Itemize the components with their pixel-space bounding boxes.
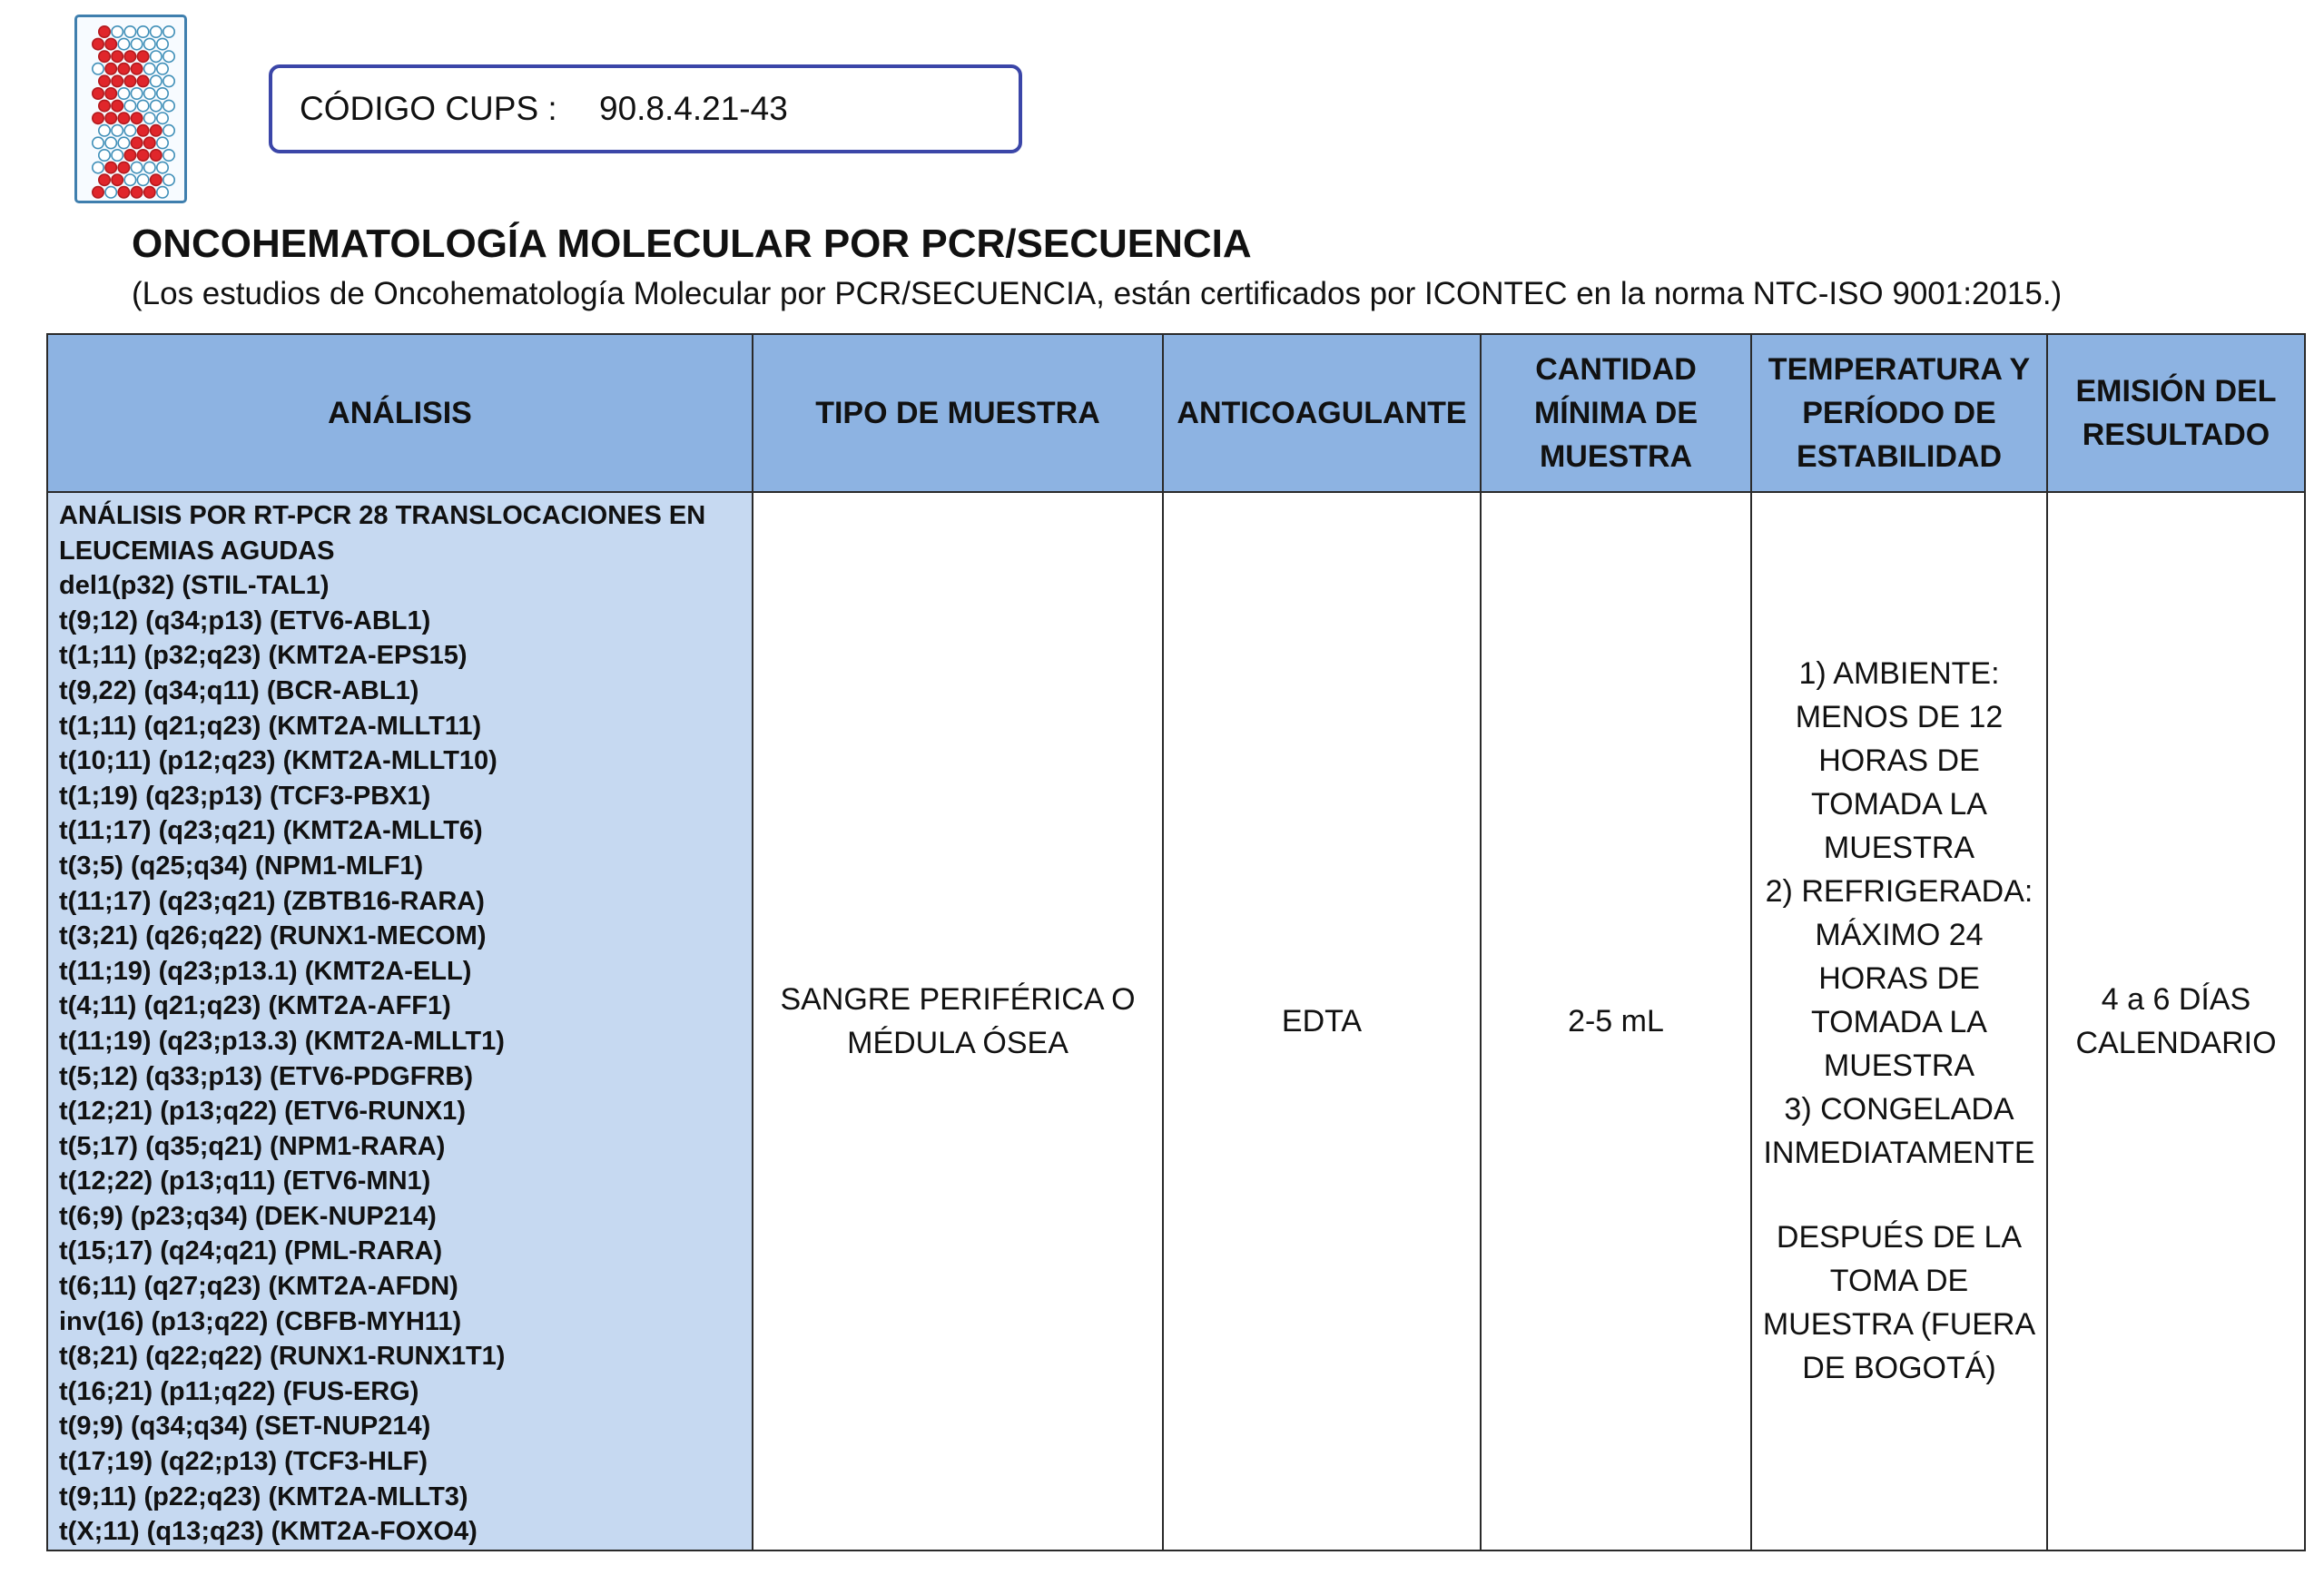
bead-empty [124,174,135,185]
anticoagulante-cell: EDTA [1163,492,1481,1550]
temperatura-cell [1751,492,2047,1550]
temperatura-line: MUESTRA [1823,1048,1975,1084]
translocation-list [59,568,741,1550]
translocation-item: t(9;12) (q34;p13) (ETV6-ABL1) [59,605,431,635]
bead-red [137,51,148,62]
translocation-item: t(1;11) (q21;q23) (KMT2A-MLLT11) [59,711,482,741]
genetics-bead-grid-icon [77,17,184,201]
translocation-item: t(3;21) (q26;q22) (RUNX1-MECOM) [59,921,487,951]
bead-empty [157,137,168,148]
bead-empty [124,26,135,37]
header-anticoagulante: ANTICOAGULANTE [1163,334,1481,492]
emision-line: CALENDARIO [2075,1025,2277,1060]
page-subtitle: (Los estudios de Oncohematología Molecular por PCR/SECUENCIA, están certificados por ICONTEC en la norma NTC-ISO 9001:2015.) [132,276,2063,311]
bead-empty [118,137,129,148]
bead-red [124,75,135,86]
bead-red [112,174,123,185]
bead-empty [144,113,155,123]
bead-empty [131,88,142,99]
bead-red [144,187,155,198]
translocation-item: t(6;9) (p23;q34) (DEK-NUP214) [59,1201,437,1231]
translocation-item: t(1;11) (p32;q23) (KMT2A-EPS15) [59,641,468,671]
temperatura-line: HORAS DE [1818,743,1980,779]
translocation-item: t(9;9) (q34;q34) (SET-NUP214) [59,1412,431,1442]
header-cantidad-line: MÍNIMA DE [1533,396,1699,430]
bead-red [99,51,110,62]
bead-empty [124,125,135,136]
header-temperatura-line: PERÍODO DE [1802,396,1996,430]
temperatura-line: 1) AMBIENTE: [1798,656,2000,692]
bead-empty [151,100,162,111]
temperatura-note-line: DESPUÉS DE LA [1776,1220,2023,1255]
bead-empty [163,75,174,86]
translocation-item: t(11;17) (q23;q21) (KMT2A-MLLT6) [59,816,483,846]
bead-red [118,113,129,123]
tipo-muestra-cell [753,492,1163,1550]
bead-empty [118,38,129,49]
translocation-item: del1(p32) (STIL-TAL1) [59,571,330,601]
bead-empty [157,162,168,172]
bead-empty [112,125,123,136]
header-temperatura [1751,334,2047,492]
temperatura-note [1761,1216,2037,1390]
bead-red [118,187,129,198]
bead-empty [137,174,148,185]
bead-empty [112,26,123,37]
bead-red [93,88,103,99]
bead-empty [144,38,155,49]
temperatura-line: HORAS DE [1818,961,1980,997]
temperatura-line: TOMADA LA [1811,1005,1987,1040]
bead-empty [157,113,168,123]
bead-empty [157,38,168,49]
bead-empty [144,88,155,99]
translocation-item: t(12;22) (p13;q11) (ETV6-MN1) [59,1166,431,1196]
bead-empty [163,174,174,185]
translocation-item: t(8;21) (q22;q22) (RUNX1-RUNX1T1) [59,1342,506,1372]
bead-empty [163,125,174,136]
header-emision-line: EMISIÓN DEL [2075,374,2277,409]
header-cantidad-line: CANTIDAD [1535,352,1697,387]
bead-empty [151,51,162,62]
temperatura-line: TOMADA LA [1811,787,1987,822]
bead-empty [157,64,168,74]
translocation-item: t(1;19) (q23;p13) (TCF3-PBX1) [59,781,431,811]
analysis-heading: ANÁLISIS POR RT-PCR 28 TRANSLOCACIONES EN LEUCEMIAS AGUDAS [59,501,706,566]
bead-red [151,174,162,185]
translocation-item: t(15;17) (q24;q21) (PML-RARA) [59,1236,443,1266]
bead-empty [105,137,116,148]
bead-red [112,100,123,111]
translocation-item: t(16;21) (p11;q22) (FUS-ERG) [59,1376,419,1406]
translocation-item: t(11;19) (q23;p13.3) (KMT2A-MLLT1) [59,1026,505,1056]
bead-empty [151,75,162,86]
bead-empty [105,187,116,198]
bead-red [105,162,116,172]
header-temperatura-line: TEMPERATURA Y [1768,352,2031,387]
bead-empty [137,100,148,111]
page-title: ONCOHEMATOLOGÍA MOLECULAR POR PCR/SECUENCIA [132,221,1252,266]
bead-empty [157,187,168,198]
analysis-cell [47,492,753,1550]
temperatura-line: 3) CONGELADA [1784,1092,2014,1127]
bead-empty [93,162,103,172]
header-cantidad-line: MUESTRA [1539,439,1693,474]
bead-red [112,51,123,62]
bead-empty [163,150,174,161]
bead-red [105,38,116,49]
temperatura-line: 2) REFRIGERADA: [1765,874,2034,910]
bead-empty [112,150,123,161]
bead-red [124,51,135,62]
header-tipo-muestra: TIPO DE MUESTRA [753,334,1163,492]
bead-empty [163,100,174,111]
translocation-item: t(11;19) (q23;p13.1) (KMT2A-ELL) [59,956,472,986]
bead-red [137,75,148,86]
emision-line: 4 a 6 DÍAS [2101,981,2251,1017]
translocation-item: t(5;12) (q33;p13) (ETV6-PDGFRB) [59,1061,473,1091]
bead-empty [131,38,142,49]
bead-empty [163,26,174,37]
translocation-item: t(6;11) (q27;q23) (KMT2A-AFDN) [59,1272,458,1302]
cantidad-cell: 2-5 mL [1481,492,1751,1550]
bead-red [131,187,142,198]
bead-empty [137,26,148,37]
bead-empty [163,51,174,62]
bead-red [131,113,142,123]
cups-label: CÓDIGO CUPS : [300,90,557,127]
translocation-item: t(X;11) (q13;q23) (KMT2A-FOXO4) [59,1517,478,1547]
bead-empty [144,64,155,74]
temperatura-line: MÁXIMO 24 [1815,918,1984,953]
bead-empty [131,162,142,172]
bead-empty [99,150,110,161]
translocation-item: t(12;21) (p13;q22) (ETV6-RUNX1) [59,1097,466,1127]
translocation-item: t(9;11) (p22;q23) (KMT2A-MLLT3) [59,1481,468,1511]
temperatura-note-line: DE BOGOTÁ) [1802,1351,1996,1386]
header-temperatura-line: ESTABILIDAD [1796,439,2003,474]
translocation-item: t(5;17) (q35;q21) (NPM1-RARA) [59,1131,446,1161]
bead-empty [118,88,129,99]
temperatura-note-line: TOMA DE [1829,1264,1969,1299]
bead-red [144,137,155,148]
translocation-item: t(17;19) (q22;p13) (TCF3-HLF) [59,1447,428,1477]
bead-red [105,64,116,74]
tipo-muestra-line: SANGRE PERIFÉRICA O [780,981,1136,1017]
bead-red [151,125,162,136]
header-analisis: ANÁLISIS [47,334,753,492]
bead-empty [93,64,103,74]
bead-red [124,150,135,161]
translocation-item: inv(16) (p13;q22) (CBFB-MYH11) [59,1306,462,1336]
bead-red [99,75,110,86]
header-emision [2047,334,2305,492]
tipo-muestra-line: MÉDULA ÓSEA [847,1025,1068,1060]
bead-red [137,125,148,136]
lab-logo [74,15,187,203]
translocation-item: t(3;5) (q25;q34) (NPM1-MLF1) [59,851,424,881]
translocation-item: t(9,22) (q34;q11) (BCR-ABL1) [59,675,419,705]
temperatura-line: MENOS DE 12 [1795,700,2004,735]
bead-red [131,64,142,74]
translocation-item: t(11;17) (q23;q21) (ZBTB16-RARA) [59,886,485,916]
header-cantidad [1481,334,1751,492]
bead-red [151,150,162,161]
bead-red [118,64,129,74]
translocation-item: t(10;11) (p12;q23) (KMT2A-MLLT10) [59,746,497,776]
bead-red [105,113,116,123]
bead-empty [93,137,103,148]
bead-red [93,187,103,198]
temperatura-spacer [1761,1175,2037,1216]
bead-red [99,174,110,185]
cups-code-box [269,64,1022,153]
bead-red [99,26,110,37]
temperatura-list [1761,652,2037,1175]
temperatura-note-line: MUESTRA (FUERA [1762,1307,2036,1343]
bead-red [118,162,129,172]
header-emision-line: RESULTADO [2082,418,2270,452]
table-header-row [47,334,2305,492]
temperatura-line: INMEDIATAMENTE [1763,1136,2035,1171]
bead-empty [144,162,155,172]
temperatura-line: MUESTRA [1823,831,1975,866]
bead-red [93,113,103,123]
table-row [47,492,2305,1550]
bead-red [112,75,123,86]
bead-red [99,100,110,111]
bead-empty [157,88,168,99]
bead-empty [99,125,110,136]
emision-cell [2047,492,2305,1550]
cups-code: 90.8.4.21-43 [599,90,788,127]
specimen-table [46,333,2306,1551]
bead-red [137,150,148,161]
bead-red [131,137,142,148]
bead-red [105,88,116,99]
bead-red [93,38,103,49]
translocation-item: t(4;11) (q21;q23) (KMT2A-AFF1) [59,991,451,1021]
bead-empty [124,100,135,111]
bead-empty [151,26,162,37]
